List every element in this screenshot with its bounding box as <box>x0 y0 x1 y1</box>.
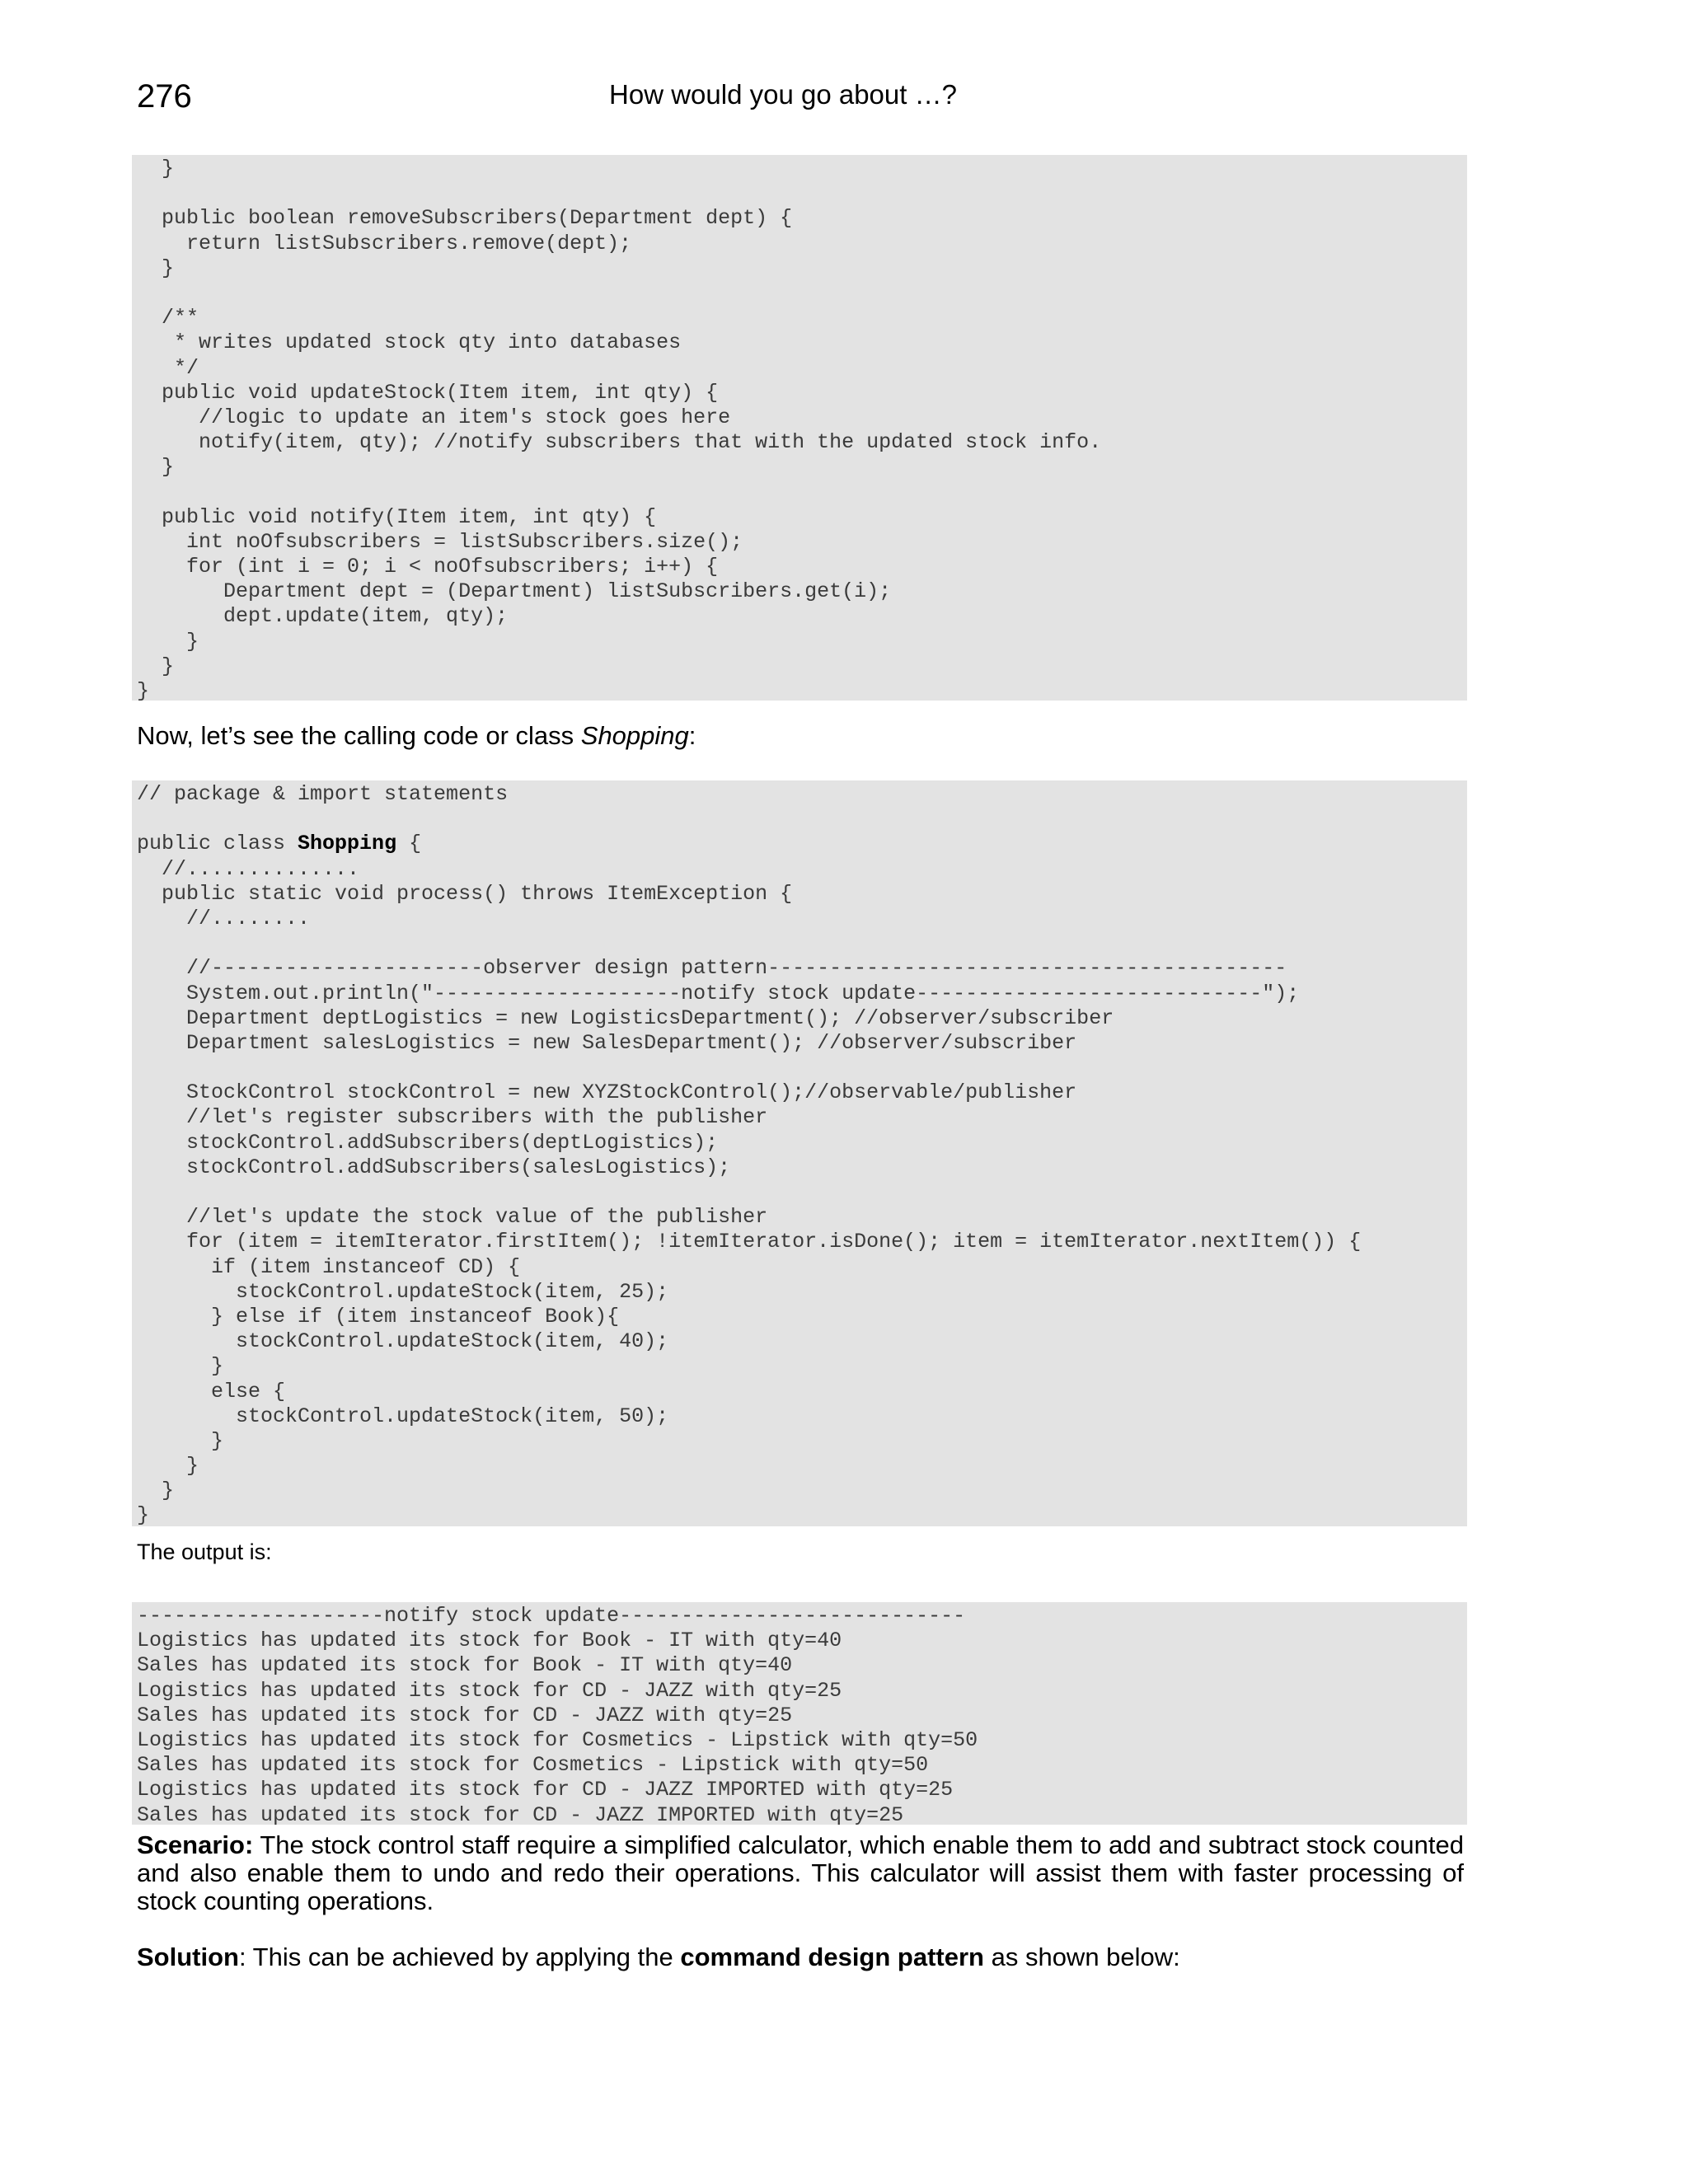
output-label: The output is: <box>137 1540 272 1564</box>
code-line: --------------------notify stock update---------------------------- <box>137 1604 966 1628</box>
code-line: // package & import statements <box>137 782 509 806</box>
code-line: //.............. <box>137 856 360 881</box>
code-line: Sales has updated its stock for Cosmetics - Lipstick with qty=50 <box>137 1753 929 1778</box>
code-line: Logistics has updated its stock for Book - IT with qty=40 <box>137 1629 842 1653</box>
code-line: //----------------------observer design pattern------------------------------------------ <box>137 956 1287 981</box>
code-line: public void updateStock(Item item, int qty) { <box>137 380 719 405</box>
code-line: } <box>137 629 199 654</box>
code-line <box>137 281 1467 306</box>
running-title: How would you go about …? <box>609 79 957 110</box>
code-line: stockControl.addSubscribers(deptLogistics); <box>137 1130 719 1155</box>
code-line: } <box>137 678 150 703</box>
code-line: } <box>137 654 175 678</box>
code-line: else { <box>137 1379 286 1404</box>
code-line: /** <box>137 306 199 330</box>
code-line <box>137 480 1467 504</box>
code-line: Sales has updated its stock for Book - IT with qty=40 <box>137 1653 793 1678</box>
code-line: } <box>137 1503 150 1528</box>
code-line <box>137 181 1467 206</box>
code-line: */ <box>137 355 199 380</box>
code-line: stockControl.updateStock(item, 40); <box>137 1329 669 1354</box>
code-line: stockControl.updateStock(item, 50); <box>137 1404 669 1428</box>
code-line: //logic to update an item's stock goes here <box>137 405 731 429</box>
scenario-label: Scenario: <box>137 1830 254 1859</box>
solution-emphasis: command design pattern <box>680 1943 984 1971</box>
code-line <box>137 931 1467 956</box>
code-line: Sales has updated its stock for CD - JAZZ IMPORTED with qty=25 <box>137 1802 904 1827</box>
code-line: } <box>137 1454 199 1479</box>
code-line: Sales has updated its stock for CD - JAZZ with qty=25 <box>137 1703 793 1727</box>
code-line: notify(item, qty); //notify subscribers that with the updated stock info. <box>137 430 1102 455</box>
code-line: StockControl stockControl = new XYZStockControl();//observable/publisher <box>137 1080 1077 1105</box>
solution-text-after: as shown below: <box>983 1943 1180 1971</box>
code-line: dept.update(item, qty); <box>137 604 509 629</box>
code-line: Logistics has updated its stock for CD - JAZZ with qty=25 <box>137 1678 842 1703</box>
code-block-stock-control <box>132 155 1467 701</box>
intro-paragraph <box>137 722 1464 750</box>
class-name: Shopping <box>298 832 397 856</box>
intro-colon: : <box>688 721 696 750</box>
code-line: for (int i = 0; i < noOfsubscribers; i++) { <box>137 555 719 579</box>
code-line: Logistics has updated its stock for CD - JAZZ IMPORTED with qty=25 <box>137 1778 954 1802</box>
code-line: } <box>137 1354 224 1379</box>
code-line: int noOfsubscribers = listSubscribers.size(); <box>137 529 743 554</box>
scenario-text: The stock control staff require a simplified calculator, which enable them to add and subtract stock counted and also enable them to undo and redo their operations. This calculator will assist them with faster processing of stock counting operations. <box>137 1830 1464 1915</box>
scenario-paragraph <box>137 1831 1464 1915</box>
code-line <box>137 1056 1467 1080</box>
page-number: 276 <box>137 78 192 115</box>
code-line: } <box>137 455 175 480</box>
intro-text: Now, let’s see the calling code or class <box>137 721 581 750</box>
solution-label: Solution <box>137 1943 239 1971</box>
code-line: stockControl.updateStock(item, 25); <box>137 1279 669 1304</box>
code-line: } <box>137 1479 175 1503</box>
code-line: System.out.println("--------------------notify stock update----------------------------"); <box>137 981 1300 1005</box>
code-line <box>137 807 1467 832</box>
code-line: Logistics has updated its stock for Cosmetics - Lipstick with qty=50 <box>137 1727 978 1752</box>
code-line: //let's register subscribers with the publisher <box>137 1105 768 1130</box>
class-name-emphasis: Shopping <box>580 721 689 750</box>
solution-text-before: : This can be achieved by applying the <box>238 1943 681 1971</box>
output-block <box>132 1602 1467 1825</box>
class-declaration-line <box>137 832 1467 856</box>
code-line: Department salesLogistics = new SalesDepartment(); //observer/subscriber <box>137 1030 1077 1055</box>
code-line: public boolean removeSubscribers(Department dept) { <box>137 206 793 231</box>
code-line: } <box>137 157 175 180</box>
class-decl-prefix: public class <box>137 832 298 856</box>
code-line: } <box>137 255 175 280</box>
code-line: for (item = itemIterator.firstItem(); !itemIterator.isDone(); item = itemIterator.nextItem()) { <box>137 1230 1362 1254</box>
code-line: //........ <box>137 906 311 930</box>
code-line: Department dept = (Department) listSubscribers.get(i); <box>137 579 892 604</box>
method-body <box>137 857 1467 1529</box>
code-line: * writes updated stock qty into databases <box>137 330 682 355</box>
class-decl-suffix: { <box>396 832 422 856</box>
code-line: } else if (item instanceof Book){ <box>137 1304 620 1329</box>
code-line: if (item instanceof CD) { <box>137 1254 521 1279</box>
code-line: public static void process() throws ItemException { <box>137 881 793 906</box>
code-line <box>137 1180 1467 1205</box>
code-line: //let's update the stock value of the publisher <box>137 1205 768 1230</box>
code-line: public void notify(Item item, int qty) { <box>137 504 657 529</box>
code-block-shopping <box>132 780 1467 1526</box>
solution-paragraph <box>137 1943 1464 1971</box>
code-line: stockControl.addSubscribers(salesLogistics); <box>137 1155 731 1179</box>
code-line: Department deptLogistics = new LogisticsDepartment(); //observer/subscriber <box>137 1005 1114 1030</box>
code-line: } <box>137 1428 224 1453</box>
code-line: return listSubscribers.remove(dept); <box>137 231 632 255</box>
